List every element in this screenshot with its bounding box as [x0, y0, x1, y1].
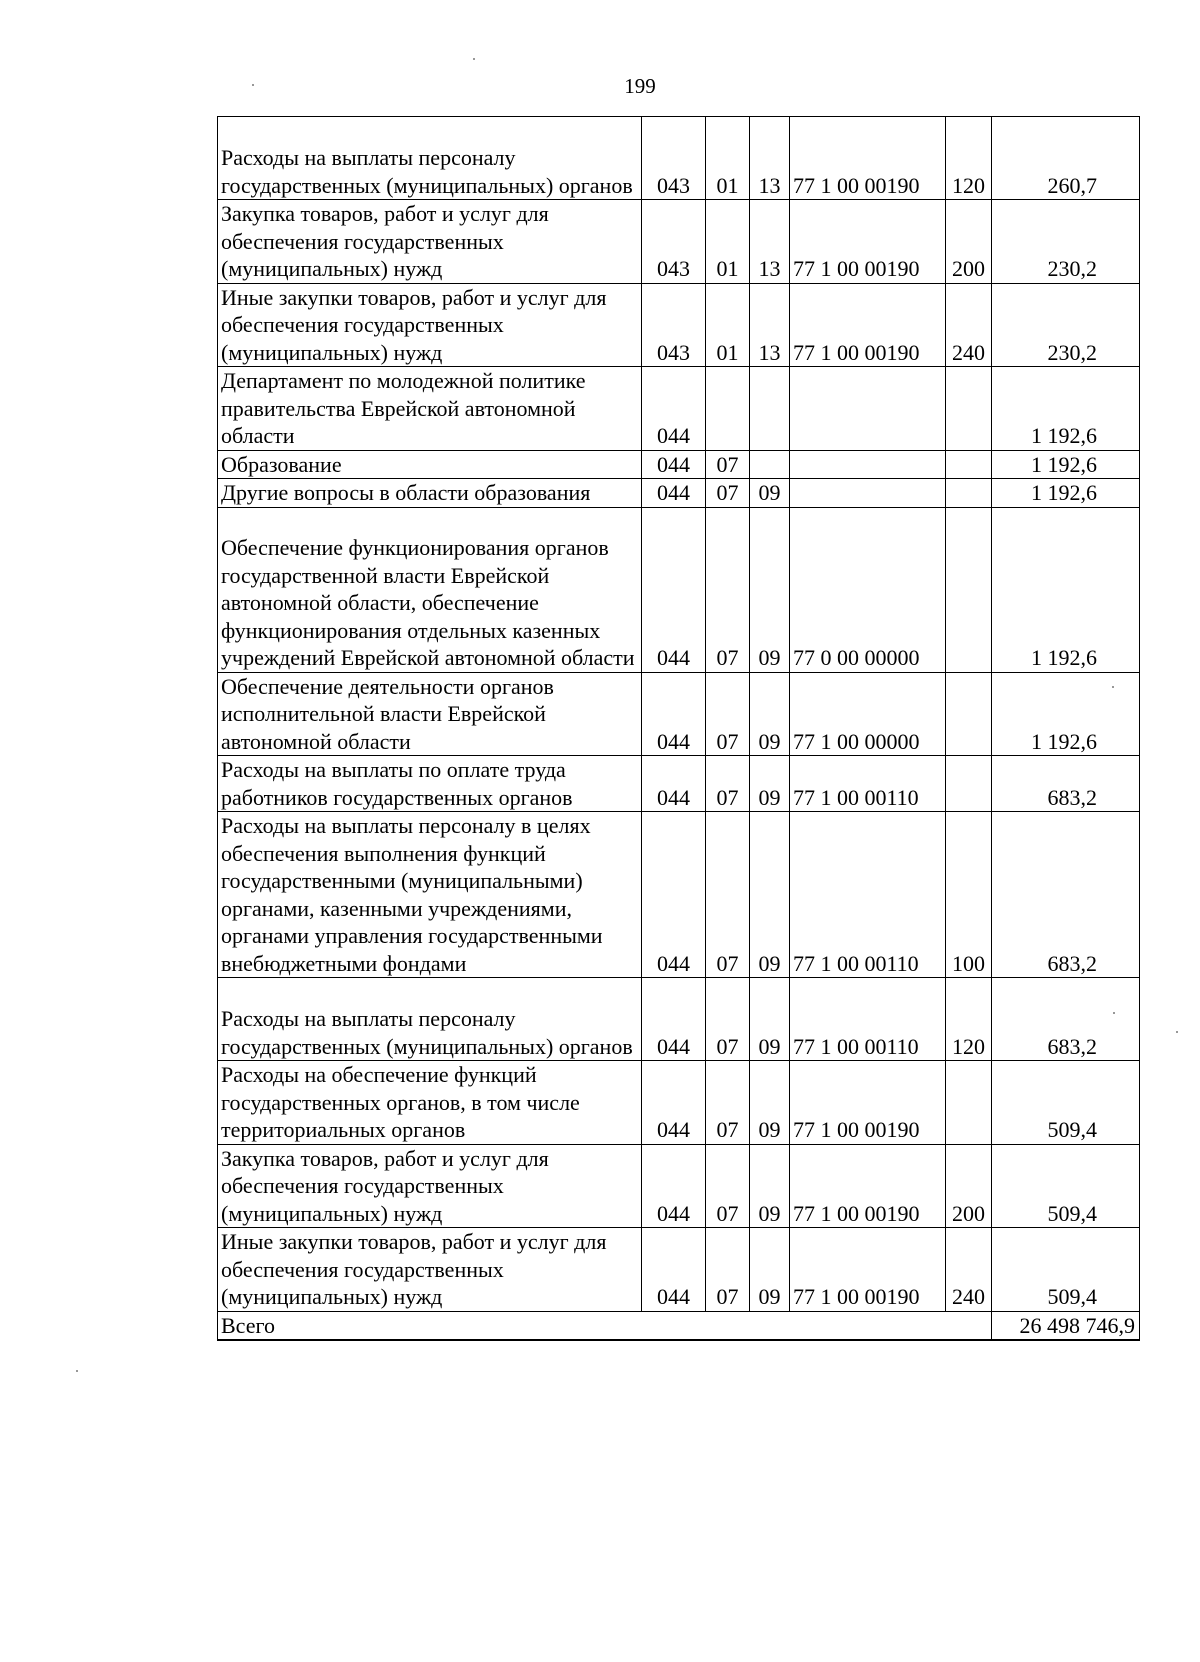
row-expense-type-cell — [946, 756, 992, 812]
row-target-article-cell: 77 1 00 00190 — [790, 1228, 946, 1312]
row-section-cell: 07 — [706, 1228, 750, 1312]
scan-speck — [1176, 1031, 1178, 1033]
table-row — [218, 283, 1140, 367]
row-grbs-cell: 044 — [642, 450, 706, 479]
row-grbs-cell: 044 — [642, 507, 706, 672]
row-name-cell: Департамент по молодежной политике правительства Еврейской автономной области — [218, 367, 642, 451]
table-row — [218, 1228, 1140, 1312]
row-target-article-cell: 77 0 00 00000 — [790, 507, 946, 672]
row-section-cell: 07 — [706, 672, 750, 756]
row-name-cell: Другие вопросы в области образования — [218, 479, 642, 508]
row-amount-cell: 509,4 — [992, 1061, 1140, 1145]
table-row — [218, 507, 1140, 672]
row-section-cell: 07 — [706, 978, 750, 1061]
row-amount-cell: 1 192,6 — [992, 672, 1140, 756]
row-name-cell: Расходы на выплаты персоналу государственных (муниципальных) органов — [218, 978, 642, 1061]
row-name-cell: Иные закупки товаров, работ и услуг для обеспечения государственных (муниципальных) нужд — [218, 283, 642, 367]
row-amount-cell: 230,2 — [992, 200, 1140, 284]
row-amount-cell: 509,4 — [992, 1228, 1140, 1312]
total-row — [218, 1311, 1140, 1340]
row-name-cell: Закупка товаров, работ и услуг для обеспечения государственных (муниципальных) нужд — [218, 200, 642, 284]
row-name-cell: Расходы на выплаты персоналу государственных (муниципальных) органов — [218, 117, 642, 200]
row-target-article-cell: 77 1 00 00190 — [790, 1144, 946, 1228]
row-name-cell: Расходы на выплаты по оплате труда работников государственных органов — [218, 756, 642, 812]
row-grbs-cell: 044 — [642, 756, 706, 812]
row-expense-type-cell: 100 — [946, 812, 992, 978]
table-row — [218, 450, 1140, 479]
row-name-cell: Обеспечение функционирования органов государственной власти Еврейской автономной области, обеспечение функционирования отдельных казенных учреждений Еврейской автономной области — [218, 507, 642, 672]
scan-speck — [473, 58, 475, 60]
total-label: Всего — [218, 1311, 992, 1340]
row-target-article-cell: 77 1 00 00190 — [790, 283, 946, 367]
table-row — [218, 367, 1140, 451]
row-expense-type-cell — [946, 672, 992, 756]
row-target-article-cell — [790, 367, 946, 451]
row-amount-cell: 1 192,6 — [992, 450, 1140, 479]
row-name-cell: Закупка товаров, работ и услуг для обеспечения государственных (муниципальных) нужд — [218, 1144, 642, 1228]
row-target-article-cell: 77 1 00 00110 — [790, 978, 946, 1061]
row-section-cell: 01 — [706, 283, 750, 367]
row-name-cell: Иные закупки товаров, работ и услуг для обеспечения государственных (муниципальных) нужд — [218, 1228, 642, 1312]
row-amount-cell: 683,2 — [992, 978, 1140, 1061]
row-expense-type-cell — [946, 479, 992, 508]
row-amount-cell: 1 192,6 — [992, 507, 1140, 672]
row-section-cell: 01 — [706, 117, 750, 200]
row-grbs-cell: 044 — [642, 479, 706, 508]
table-row — [218, 117, 1140, 200]
row-grbs-cell: 044 — [642, 367, 706, 451]
row-section-cell: 07 — [706, 1061, 750, 1145]
row-amount-cell: 1 192,6 — [992, 479, 1140, 508]
row-name-cell: Обеспечение деятельности органов исполнительной власти Еврейской автономной области — [218, 672, 642, 756]
row-section-cell: 07 — [706, 479, 750, 508]
table-row — [218, 672, 1140, 756]
row-subsection-cell — [750, 450, 790, 479]
table-row — [218, 978, 1140, 1061]
table-row — [218, 1061, 1140, 1145]
row-grbs-cell: 043 — [642, 283, 706, 367]
row-subsection-cell: 09 — [750, 479, 790, 508]
row-subsection-cell: 13 — [750, 117, 790, 200]
row-subsection-cell: 09 — [750, 756, 790, 812]
row-grbs-cell: 043 — [642, 117, 706, 200]
row-section-cell: 07 — [706, 756, 750, 812]
row-target-article-cell: 77 1 00 00110 — [790, 812, 946, 978]
row-section-cell: 07 — [706, 450, 750, 479]
row-grbs-cell: 044 — [642, 812, 706, 978]
row-amount-cell: 260,7 — [992, 117, 1140, 200]
row-expense-type-cell: 240 — [946, 1228, 992, 1312]
row-expense-type-cell — [946, 507, 992, 672]
row-grbs-cell: 044 — [642, 672, 706, 756]
row-target-article-cell — [790, 450, 946, 479]
table-row — [218, 756, 1140, 812]
row-subsection-cell: 13 — [750, 283, 790, 367]
row-subsection-cell: 09 — [750, 812, 790, 978]
table-row — [218, 1144, 1140, 1228]
row-section-cell: 01 — [706, 200, 750, 284]
row-target-article-cell: 77 1 00 00000 — [790, 672, 946, 756]
row-section-cell — [706, 367, 750, 451]
row-expense-type-cell — [946, 1061, 992, 1145]
row-expense-type-cell: 200 — [946, 1144, 992, 1228]
row-subsection-cell: 09 — [750, 672, 790, 756]
row-section-cell: 07 — [706, 812, 750, 978]
row-expense-type-cell: 200 — [946, 200, 992, 284]
row-expense-type-cell — [946, 367, 992, 451]
row-amount-cell: 230,2 — [992, 283, 1140, 367]
table-row — [218, 200, 1140, 284]
row-name-cell: Расходы на выплаты персоналу в целях обеспечения выполнения функций государственными (муниципальными) органами, казенными учреждениями, органами управления государственными внебюджетными фондами — [218, 812, 642, 978]
row-name-cell: Расходы на обеспечение функций государственных органов, в том числе территориальных органов — [218, 1061, 642, 1145]
row-grbs-cell: 044 — [642, 978, 706, 1061]
scan-speck — [76, 1370, 78, 1372]
row-expense-type-cell: 120 — [946, 117, 992, 200]
row-subsection-cell: 09 — [750, 1144, 790, 1228]
page-number: 199 — [624, 74, 656, 98]
row-expense-type-cell: 240 — [946, 283, 992, 367]
row-subsection-cell — [750, 367, 790, 451]
row-name-cell: Образование — [218, 450, 642, 479]
scan-speck — [1112, 686, 1114, 688]
row-amount-cell: 1 192,6 — [992, 367, 1140, 451]
row-target-article-cell: 77 1 00 00190 — [790, 1061, 946, 1145]
row-grbs-cell: 044 — [642, 1228, 706, 1312]
table-body — [218, 117, 1140, 1341]
row-subsection-cell: 09 — [750, 1061, 790, 1145]
row-grbs-cell: 044 — [642, 1061, 706, 1145]
row-grbs-cell: 044 — [642, 1144, 706, 1228]
row-expense-type-cell: 120 — [946, 978, 992, 1061]
scan-speck — [1113, 1012, 1115, 1014]
row-subsection-cell: 09 — [750, 507, 790, 672]
row-subsection-cell: 13 — [750, 200, 790, 284]
row-subsection-cell: 09 — [750, 1228, 790, 1312]
table-row — [218, 479, 1140, 508]
row-amount-cell: 683,2 — [992, 812, 1140, 978]
total-amount: 26 498 746,9 — [992, 1311, 1140, 1340]
row-amount-cell: 509,4 — [992, 1144, 1140, 1228]
row-section-cell: 07 — [706, 507, 750, 672]
row-amount-cell: 683,2 — [992, 756, 1140, 812]
row-subsection-cell: 09 — [750, 978, 790, 1061]
row-grbs-cell: 043 — [642, 200, 706, 284]
row-expense-type-cell — [946, 450, 992, 479]
budget-table — [217, 116, 1140, 1341]
scan-speck — [252, 84, 254, 86]
row-target-article-cell: 77 1 00 00110 — [790, 756, 946, 812]
row-section-cell: 07 — [706, 1144, 750, 1228]
table-row — [218, 812, 1140, 978]
row-target-article-cell — [790, 479, 946, 508]
row-target-article-cell: 77 1 00 00190 — [790, 200, 946, 284]
row-target-article-cell: 77 1 00 00190 — [790, 117, 946, 200]
